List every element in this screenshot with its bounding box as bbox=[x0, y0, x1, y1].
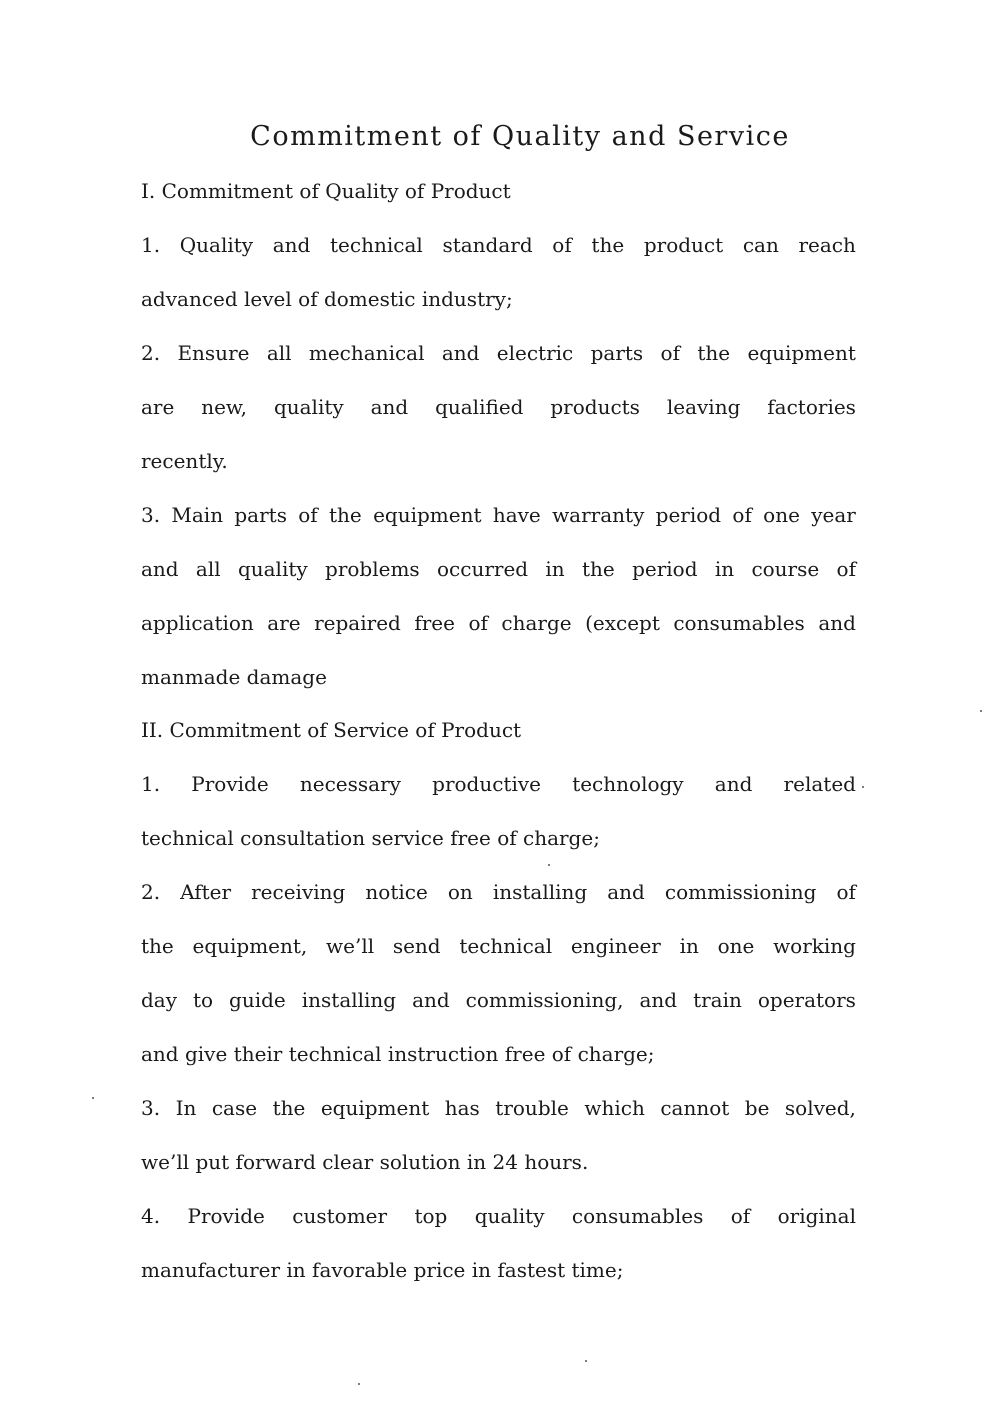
scan-speck bbox=[585, 1360, 587, 1362]
scan-speck bbox=[358, 1383, 360, 1385]
text-line: 1. Provide necessary productive technology and related bbox=[141, 772, 856, 796]
section-heading-service: II. Commitment of Service of Product bbox=[141, 718, 522, 742]
text-line: manmade damage bbox=[141, 665, 327, 689]
section-heading-quality: I. Commitment of Quality of Product bbox=[141, 179, 511, 203]
text-line: 2. Ensure all mechanical and electric parts of the equipment bbox=[141, 341, 856, 365]
text-line: 1. Quality and technical standard of the product can reach bbox=[141, 233, 856, 257]
text-line: are new, quality and qualified products leaving factories bbox=[141, 395, 856, 419]
text-line: manufacturer in favorable price in fastest time; bbox=[141, 1258, 624, 1282]
text-line: and all quality problems occurred in the period in course of bbox=[141, 557, 856, 581]
text-line: recently. bbox=[141, 449, 228, 473]
text-line: technical consultation service free of charge; bbox=[141, 826, 600, 850]
text-line: 4. Provide customer top quality consumables of original bbox=[141, 1204, 856, 1228]
scan-speck bbox=[548, 864, 550, 866]
scan-speck bbox=[980, 710, 982, 712]
text-line: we’ll put forward clear solution in 24 hours. bbox=[141, 1150, 589, 1174]
scan-speck bbox=[92, 1097, 94, 1099]
scan-speck bbox=[862, 786, 864, 788]
text-line: day to guide installing and commissioning, and train operators bbox=[141, 988, 856, 1012]
text-line: 3. Main parts of the equipment have warranty period of one year bbox=[141, 503, 856, 527]
text-line: 3. In case the equipment has trouble which cannot be solved, bbox=[141, 1096, 856, 1120]
text-line: 2. After receiving notice on installing and commissioning of bbox=[141, 880, 856, 904]
text-line: application are repaired free of charge (except consumables and bbox=[141, 611, 856, 635]
text-line: the equipment, we’ll send technical engineer in one working bbox=[141, 934, 856, 958]
document-title: Commitment of Quality and Service bbox=[250, 121, 790, 152]
text-line: advanced level of domestic industry; bbox=[141, 287, 513, 311]
text-line: and give their technical instruction free of charge; bbox=[141, 1042, 655, 1066]
